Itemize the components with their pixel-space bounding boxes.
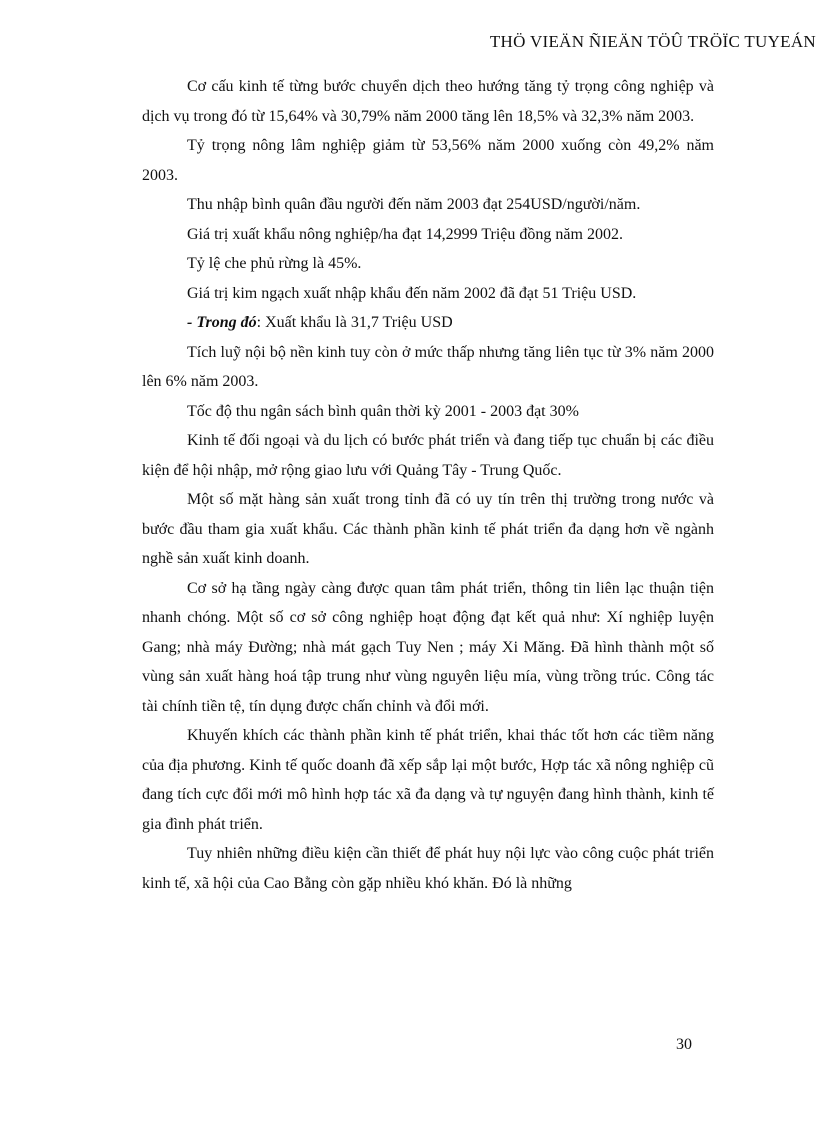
paragraph-economic-sectors: Khuyến khích các thành phần kinh tế phát triển, khai thác tốt hơn các tiềm năng của địa phương. Kinh tế quốc doanh đã xếp sắp lại một bước, Hợp tác xã nông nghiệp cũ đang tích cực đổi mới mô hình hợp tác xã đa dạng và tự nguyện đang hình thành, kinh tế gia đình phát triển. [142,727,714,833]
paragraph-trade-turnover: Giá trị kim ngạch xuất nhập khẩu đến năm 2002 đã đạt 51 Triệu USD. [187,284,637,302]
paragraph-internal-accumulation: Tích luỹ nội bộ nền kinh tuy còn ở mức thấp nhưng tăng liên tục từ 3% năm 2000 lên 6% năm 2003. [142,343,714,390]
export-breakdown-text: : Xuất khẩu là 31,7 Triệu USD [256,314,453,331]
paragraph-economic-structure: Cơ cấu kinh tế từng bước chuyển dịch theo hướng tăng tỷ trọng công nghiệp và dịch vụ trong đó từ 15,64% và 30,79% năm 2000 tăng lên 18,5% và 32,3% năm 2003. [142,78,714,125]
paragraph-agriculture-share: Tỷ trọng nông lâm nghiệp giảm từ 53,56% năm 2000 xuống còn 49,2% năm 2003. [142,137,714,184]
page-number: 30 [676,1036,692,1053]
running-header: THÖ VIEÄN ÑIEÄN TÖÛ TRÖÏC TUYEÁN [489,32,816,51]
emphasis-label: - Trong đó [187,314,257,331]
paragraph-export-breakdown [142,308,714,338]
paragraph-income-per-capita: Thu nhập bình quân đầu người đến năm 2003 đạt 254USD/người/năm. [187,196,641,213]
paragraph-budget-revenue: Tốc độ thu ngân sách bình quân thời kỳ 2001 - 2003 đạt 30% [187,402,579,420]
paragraph-agri-export-value: Giá trị xuất khẩu nông nghiệp/ha đạt 14,2999 Triệu đồng năm 2002. [187,225,623,243]
paragraph-forest-cover: Tỷ lệ che phủ rừng là 45%. [187,255,362,272]
paragraph-foreign-economy: Kinh tế đối ngoại và du lịch có bước phát triển và đang tiếp tục chuẩn bị các điều kiện để hội nhập, mở rộng giao lưu với Quảng Tây - Trung Quốc. [142,432,714,479]
paragraph-products-market: Một số mặt hàng sản xuất trong tỉnh đã có uy tín trên thị trường trong nước và bước đầu tham gia xuất khẩu. Các thành phần kinh tế phát triển đa dạng hơn về ngành nghề sản xuất kinh doanh. [142,491,714,567]
paragraph-infrastructure: Cơ sở hạ tầng ngày càng được quan tâm phát triển, thông tin liên lạc thuận tiện nhanh chóng. Một số cơ sở công nghiệp hoạt động đạt kết quả như: Xí nghiệp luyện Gang; nhà máy Đường; nhà mát gạch Tuy Nen ; máy Xi Măng. Đã hình thành một số vùng sản xuất hàng hoá tập trung như vùng nguyên liệu mía, vùng trồng trúc. Công tác tài chính tiền tệ, tín dụng được chấn chỉnh và đổi mới. [142,579,714,715]
paragraph-difficulties: Tuy nhiên những điều kiện cần thiết để phát huy nội lực vào công cuộc phát triển kinh tế, xã hội của Cao Bằng còn gặp nhiều khó khăn. Đó là những [142,845,714,892]
document-body [142,72,714,898]
